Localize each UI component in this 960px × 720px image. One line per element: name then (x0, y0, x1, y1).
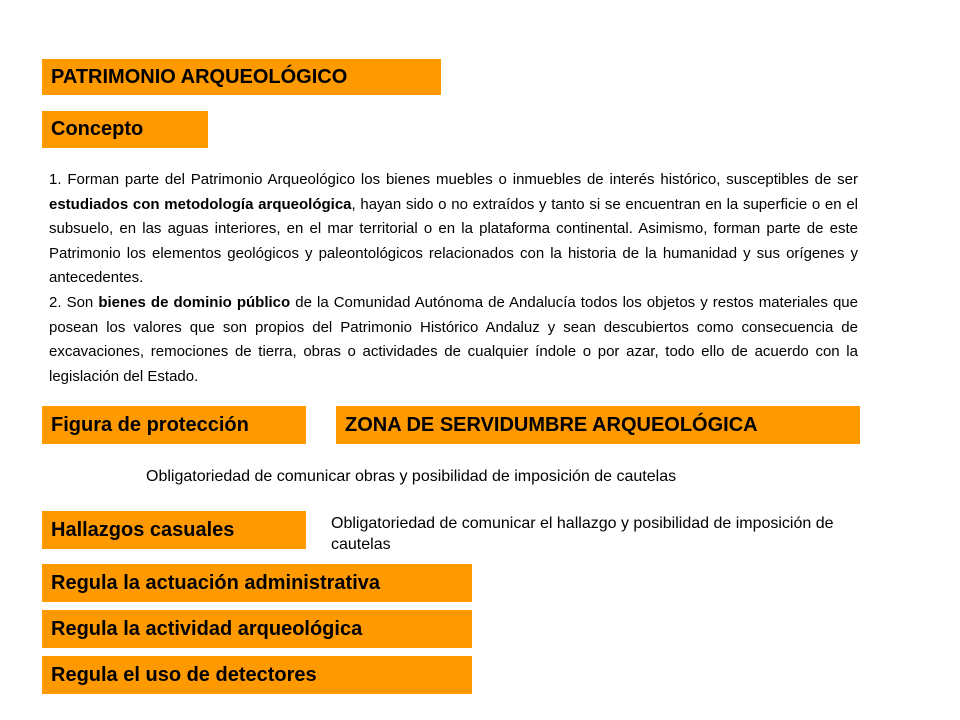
page-title: PATRIMONIO ARQUEOLÓGICO (51, 65, 348, 88)
regula-actividad-label: Regula la actividad arqueológica (51, 617, 363, 640)
hallazgos-banner (42, 511, 306, 549)
hallazgos-label: Hallazgos casuales (51, 518, 235, 541)
concepto-banner (42, 111, 208, 148)
figura-note: Obligatoriedad de comunicar obras y posibilidad de imposición de cautelas (146, 468, 677, 485)
concepto-paragraph-2: 2. Son bienes de dominio público de la Comunidad Autónoma de Andalucía todos los objetos y restos materiales que posean los valores que son propios del Patrimonio Histórico Andaluz y sean descubiertos como consecuencia de excavaciones, remociones de tierra, obras o actividades de cualquier índole o por azar, todo ello de acuerdo con la legislación del Estado. (49, 294, 858, 385)
regula-administrativa-banner (42, 564, 472, 602)
zona-banner (336, 406, 860, 444)
regula-detectores-label: Regula el uso de detectores (51, 663, 317, 686)
concepto-paragraph-1: 1. Forman parte del Patrimonio Arqueológico los bienes muebles o inmuebles de interés histórico, susceptibles de ser estudiados con metodología arqueológica, hayan sido o no extraídos y tanto si se encuentran en la superficie o en el subsuelo, en las aguas interiores, en el mar territorial o en la plataforma continental. Asimismo, forman parte de este Patrimonio los elementos geológicos y paleontológicos relacionados con la historia de la humanidad y sus orígenes y antecedentes. (49, 171, 858, 286)
regula-actividad-banner (42, 610, 472, 648)
title-banner (42, 59, 441, 95)
concepto-heading: Concepto (51, 118, 144, 140)
figura-label: Figura de protección (51, 413, 249, 436)
p1-highlight: estudiados con metodología arqueológica (49, 195, 352, 213)
hallazgos-note: Obligatoriedad de comunicar el hallazgo y posibilidad de imposición de cautelas (331, 515, 834, 553)
figura-banner (42, 406, 306, 444)
regula-detectores-banner (42, 656, 472, 694)
zona-label: ZONA DE SERVIDUMBRE ARQUEOLÓGICA (345, 413, 758, 436)
regula-administrativa-label: Regula la actuación administrativa (51, 571, 380, 594)
p2-highlight: bienes de dominio público (98, 294, 291, 311)
